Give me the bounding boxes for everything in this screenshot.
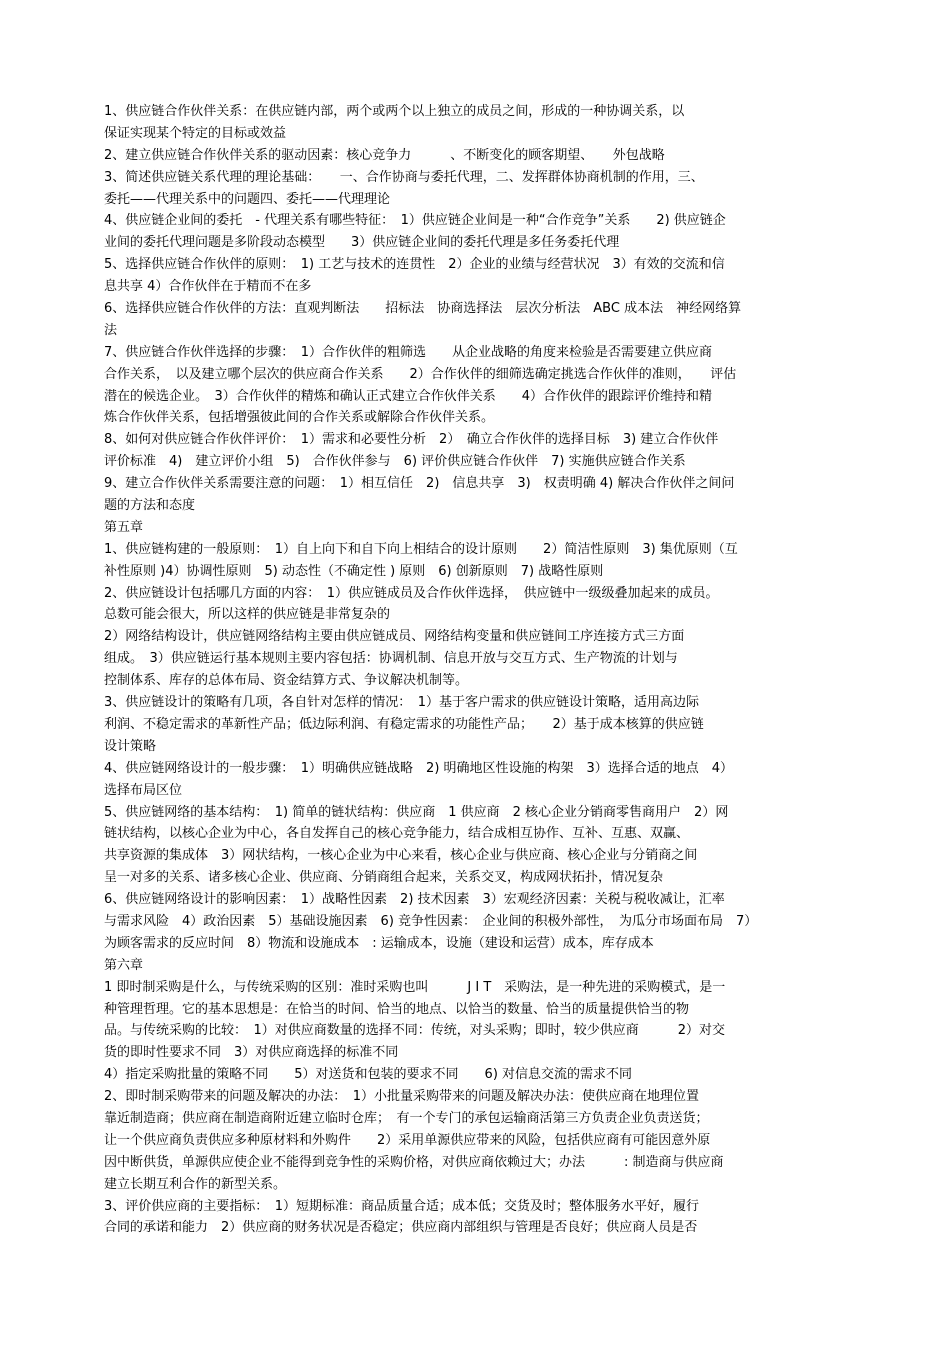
- text-line: 3、简述供应链关系代理的理论基础： 一、合作协商与委托代理，二、发挥群体协商机制的作用，三、: [104, 169, 704, 185]
- text-line: 合作关系， 以及建立哪个层次的供应商合作关系 2）合作伙伴的细筛选确定挑选合作伙伴的准则， 评估: [104, 366, 737, 382]
- text-line: 法: [104, 322, 118, 338]
- text-line: 5、选择供应链合作伙伴的原则： 1) 工艺与技术的连贯性 2）企业的业绩与经营状况 3）有效的交流和信: [104, 257, 725, 273]
- text-line: 链状结构，以核心企业为中心，各自发挥自己的核心竞争能力，结合成相互协作、互补、互惠、双赢、: [104, 826, 690, 842]
- text-line: 补性原则 )4）协调性原则 5) 动态性（不确定性 ) 原则 6) 创新原则 7) 战略性原则: [104, 563, 604, 579]
- text-line: 建立长期互利合作的新型关系。: [104, 1176, 287, 1192]
- text-line: 2、即时制采购带来的问题及解决的办法： 1）小批量采购带来的问题及解决办法：使供应商在地理位置: [104, 1089, 700, 1105]
- text-line: 7、供应链合作伙伴选择的步骤： 1）合作伙伴的粗筛选 从企业战略的角度来检验是否需要建立供应商: [104, 344, 713, 360]
- text-line: 第六章: [104, 957, 144, 973]
- text-line: 种管理哲理。它的基本思想是：在恰当的时间、恰当的地点、以恰当的数量、恰当的质量提供恰当的物: [104, 1001, 690, 1017]
- text-line: 2）网络结构设计，供应链网络结构主要由供应链成员、网络结构变量和供应链间工序连接方式三方面: [104, 629, 685, 645]
- text-line: 呈一对多的关系、诸多核心企业、供应商、分销商组合起来，关系交叉，构成网状拓扑，情况复杂: [104, 870, 664, 886]
- text-line: 3、供应链设计的策略有几项，各自针对怎样的情况： 1）基于客户需求的供应链设计策略，适用高边际: [104, 695, 700, 711]
- text-line: 炼合作伙伴关系，包括增强彼此间的合作关系或解除合作伙伴关系。: [104, 410, 495, 426]
- text-line: 利润、不稳定需求的革新性产品；低边际利润、有稳定需求的功能性产品； 2）基于成本核算的供应链: [104, 716, 704, 732]
- text-line: 题的方法和态度: [104, 498, 196, 514]
- text-line: 合同的承诺和能力 2）供应商的财务状况是否稳定；供应商内部组织与管理是否良好；供应商人员是否: [104, 1220, 698, 1236]
- text-line: 息共享 4）合作伙伴在于精而不在多: [104, 279, 312, 295]
- text-line: 1 即时制采购是什么，与传统采购的区别：准时采购也叫 J I T 采购法，是一种先进的采购模式，是一: [104, 979, 726, 995]
- text-line: 靠近制造商；供应商在制造商附近建立临时仓库； 有一个专门的承包运输商活第三方负责企业负责送货；: [104, 1110, 709, 1126]
- text-line: 评价标准 4) 建立评价小组 5) 合作伙伴参与 6) 评价供应链合作伙伴 7) 实施供应链合作关系: [104, 454, 686, 470]
- text-line: 潜在的候选企业。 3）合作伙伴的精炼和确认正式建立合作伙伴关系 4）合作伙伴的跟踪评价维持和精: [104, 388, 713, 404]
- text-line: 让一个供应商负责供应多种原材料和外购件 2）采用单源供应带来的风险，包括供应商有可能因意外原: [104, 1132, 711, 1148]
- text-line: 设计策略: [104, 738, 157, 754]
- document-page: [104, 101, 850, 1239]
- text-line: 控制体系、库存的总体布局、资金结算方式、争议解决机制等。: [104, 673, 469, 689]
- text-line: 2、建立供应链合作伙伴关系的驱动因素：核心竞争力 、不断变化的顾客期望、 外包战略: [104, 147, 665, 163]
- text-line: 4、供应链网络设计的一般步骤： 1）明确供应链战略 2) 明确地区性设施的构架 3）选择合适的地点 4）: [104, 760, 734, 776]
- text-line: 与需求风险 4）政治因素 5）基础设施因素 6) 竞争性因素： 企业间的积极外部性， 为瓜分市场面布局 7）: [104, 913, 758, 929]
- text-line: 1、供应链构建的一般原则： 1）自上向下和自下向上相结合的设计原则 2）简洁性原则 3) 集优原则（互: [104, 541, 738, 557]
- text-line: 1、供应链合作伙伴关系：在供应链内部，两个或两个以上独立的成员之间，形成的一种协调关系，以: [104, 104, 685, 119]
- text-line: 委托——代理关系中的问题四、委托——代理理论: [104, 191, 391, 207]
- text-line: 货的即时性要求不同 3）对供应商选择的标准不同: [104, 1045, 399, 1061]
- text-line: 4）指定采购批量的策略不同 5）对送货和包装的要求不同 6) 对信息交流的需求不同: [104, 1067, 633, 1083]
- text-line: 业间的委托代理问题是多阶段动态模型 3）供应链企业间的委托代理是多任务委托代理: [104, 235, 620, 251]
- text-line: 6、供应链网络设计的影响因素： 1）战略性因素 2) 技术因素 3）宏观经济因素：关税与税收减让，汇率: [104, 892, 725, 908]
- text-line: 5、供应链网络的基本结构： 1) 简单的链状结构：供应商 1 供应商 2 核心企业分销商零售商用户 2）网: [104, 804, 729, 820]
- text-line: 共享资源的集成体 3）网状结构，一核心企业为中心来看，核心企业与供应商、核心企业与分销商之间: [104, 848, 698, 864]
- text-line: 为顾客需求的反应时间 8）物流和设施成本 : 运输成本，设施（建设和运营）成本，库存成本: [104, 935, 654, 951]
- text-line: 总数可能会很大，所以这样的供应链是非常复杂的: [104, 607, 391, 623]
- text-line: 第五章: [104, 519, 144, 535]
- text-line: 9、建立合作伙伴关系需要注意的问题： 1）相互信任 2) 信息共享 3) 权责明确 4) 解决合作伙伴之间问: [104, 476, 735, 492]
- text-line: 组成。 3）供应链运行基本规则主要内容包括：协调机制、信息开放与交互方式、生产物流的计划与: [104, 651, 678, 667]
- text-line: 4、供应链企业间的委托 - 代理关系有哪些特征： 1）供应链企业间是一种“合作竞争”关系 2) 供应链企: [104, 213, 726, 229]
- text-line: 3、评价供应商的主要指标： 1）短期标准：商品质量合适；成本低；交货及时；整体服务水平好，履行: [104, 1198, 700, 1214]
- text-line: 8、如何对供应链合作伙伴评价： 1）需求和必要性分析 2） 确立合作伙伴的选择目标 3) 建立合作伙伴: [104, 432, 719, 448]
- text-line: 保证实现某个特定的目标或效益: [104, 125, 287, 141]
- text-line: 选择布局区位: [104, 782, 183, 798]
- text-line: 品。与传统采购的比较： 1）对供应商数量的选择不同：传统，对头采购；即时，较少供应商 2）对交: [104, 1023, 726, 1039]
- text-line: 因中断供货，单源供应使企业不能得到竞争性的采购价格，对供应商依赖过大；办法 : 制造商与供应商: [104, 1154, 724, 1170]
- text-line: 6、选择供应链合作伙伴的方法：直观判断法 招标法 协商选择法 层次分析法 ABC 成本法 神经网络算: [104, 301, 742, 317]
- text-line: 2、供应链设计包括哪几方面的内容： 1）供应链成员及合作伙伴选择， 供应链中一级级叠加起来的成员。: [104, 585, 719, 601]
